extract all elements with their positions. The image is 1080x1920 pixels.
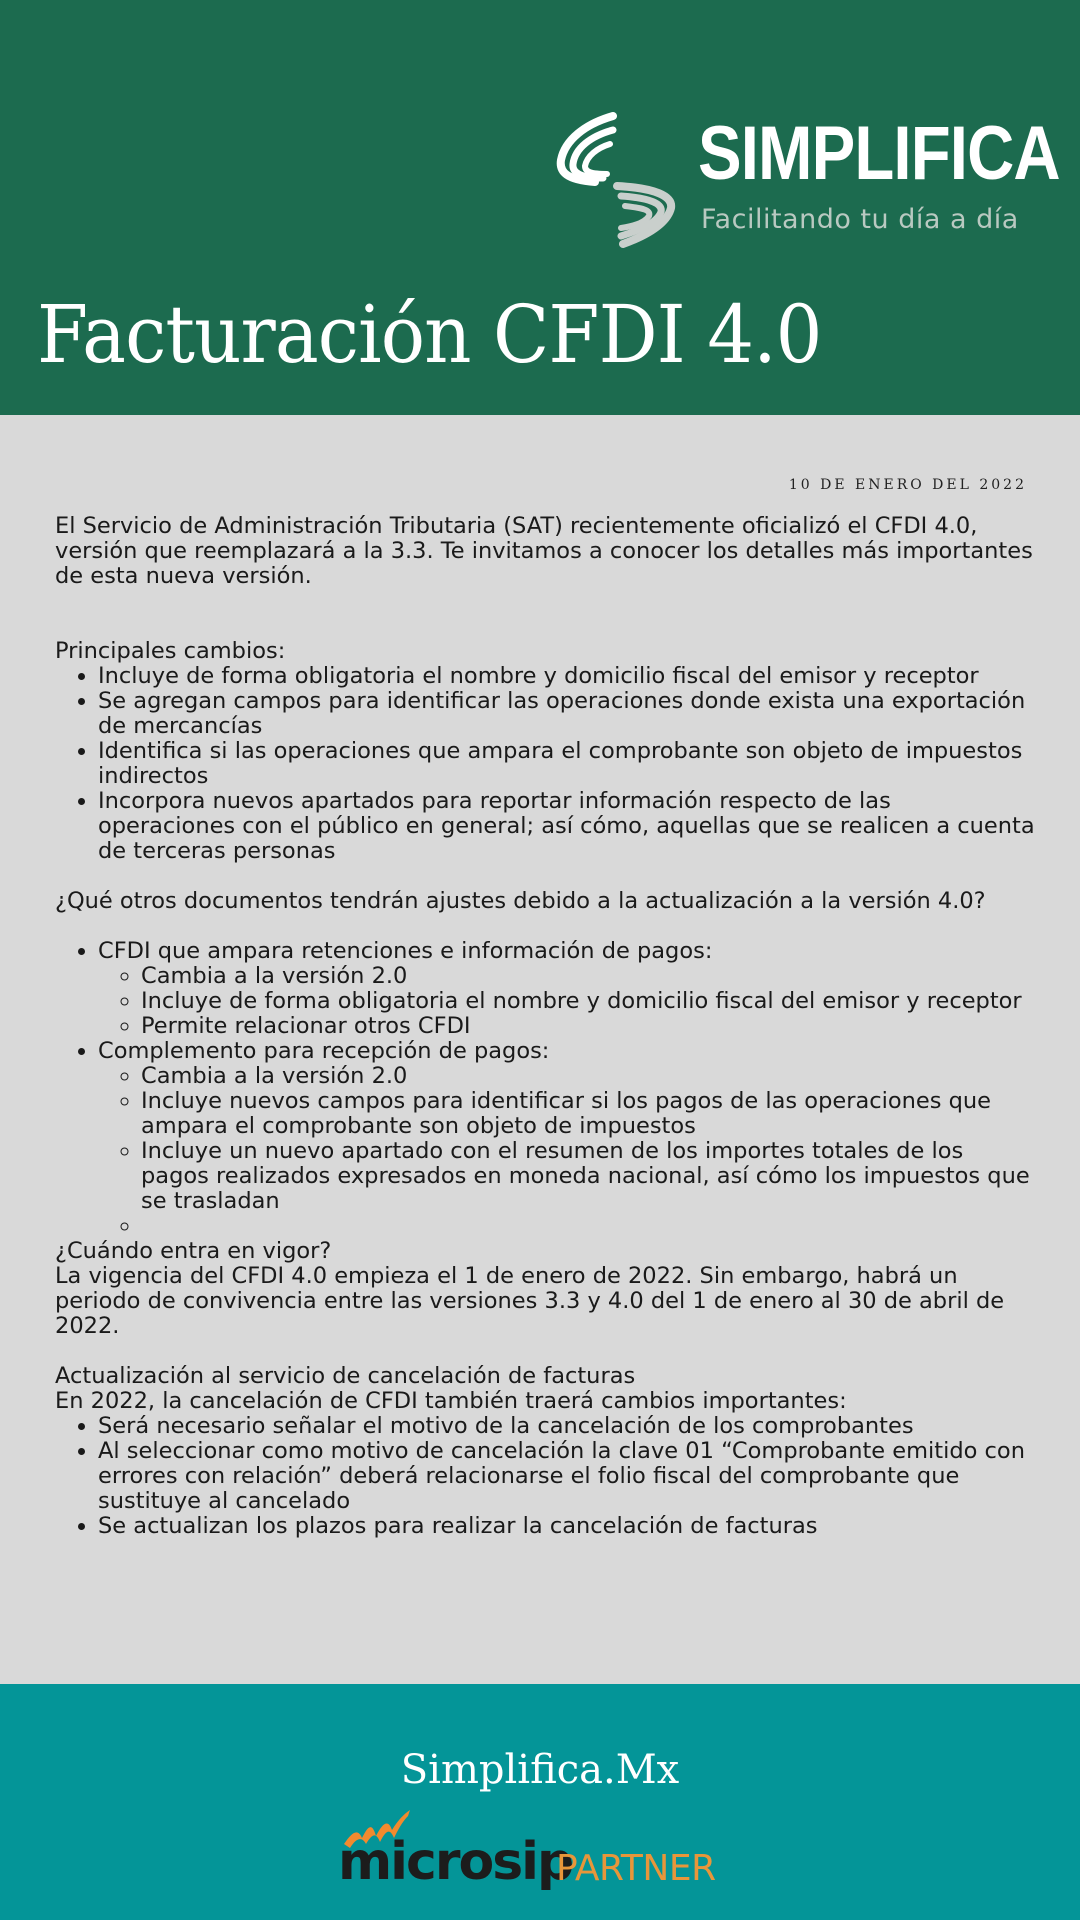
list-item: [98, 1039, 1035, 1239]
sub-list-item: ◦ Incluye un nuevo apartado con el resumen de los importes totales de los pagos realizados expresados en moneda nacional, así cómo los impuestos que se trasladan: [141, 1139, 1035, 1214]
list-item: [98, 939, 1035, 1039]
list-item: • Se agregan campos para identificar las operaciones donde exista una exportación de mercancías: [98, 689, 1035, 739]
sub-list-item: ◦ Incluye de forma obligatoria el nombre y domicilio fiscal del emisor y receptor: [141, 989, 1035, 1014]
list-item: • Será necesario señalar el motivo de la cancelación de los comprobantes: [98, 1414, 1035, 1439]
brand-tagline: Facilitando tu día a día: [701, 204, 1019, 235]
simplifica-swirl-icon: [555, 110, 680, 250]
list-item: • Se actualizan los plazos para realizar la cancelación de facturas: [98, 1514, 1035, 1539]
sub-list: [98, 1064, 1035, 1239]
changes-heading: Principales cambios:: [55, 638, 286, 664]
header-banner: [0, 0, 1080, 415]
sub-list-item: ◦ Permite relacionar otros CFDI: [141, 1014, 1035, 1039]
sub-list-item: ◦ Cambia a la versión 2.0: [141, 964, 1035, 989]
cancellation-intro: En 2022, la cancelación de CFDI también traerá cambios importantes:: [55, 1388, 847, 1414]
sub-list: [98, 964, 1035, 1039]
intro-paragraph: El Servicio de Administración Tributaria (SAT) recientemente oficializó el CFDI 4.0, versión que reemplazará a la 3.3. Te invitamos a conocer los detalles más importantes de esta nueva versión.: [55, 513, 1033, 589]
article-body: [55, 514, 1035, 1539]
list-item: • Incluye de forma obligatoria el nombre y domicilio fiscal del emisor y receptor: [98, 664, 1035, 689]
list-item: • Al seleccionar como motivo de cancelación la clave 01 “Comprobante emitido con errores con relación” deberá relacionarse el folio fiscal del comprobante que sustituye al cancelado: [98, 1439, 1035, 1514]
page-title: Facturación CFDI 4.0: [37, 288, 822, 381]
sub-list-item: ◦ Incluye nuevos campos para identificar si los pagos de las operaciones que ampara el comprobante son objeto de impuestos: [141, 1089, 1035, 1139]
other-docs-heading: ¿Qué otros documentos tendrán ajustes debido a la actualización a la versión 4.0?: [55, 888, 986, 914]
cancellation-heading: Actualización al servicio de cancelación de facturas: [55, 1363, 636, 1389]
validity-text: La vigencia del CFDI 4.0 empieza el 1 de enero de 2022. Sin embargo, habrá un periodo de convivencia entre las versiones 3.3 y 4.0 del 1 de enero al 30 de abril de 2022.: [55, 1263, 1005, 1339]
cancellation-list: [55, 1414, 1035, 1539]
list-item: • Identifica si las operaciones que ampara el comprobante son objeto de impuestos indirectos: [98, 739, 1035, 789]
sub-list-item-empty: [141, 1214, 1035, 1239]
validity-heading: ¿Cuándo entra en vigor?: [55, 1238, 332, 1264]
sub-list-item: ◦ Cambia a la versión 2.0: [141, 1064, 1035, 1089]
list-item: • Incorpora nuevos apartados para reportar información respecto de las operaciones con el público en general; así cómo, aquellas que se realicen a cuenta de terceras personas: [98, 789, 1035, 864]
list-item-label: CFDI que ampara retenciones e información de pagos:: [98, 938, 713, 964]
site-link[interactable]: Simplifica.Mx: [400, 1747, 680, 1793]
simplifica-logo: [555, 110, 1060, 250]
microsip-partner-logo: [338, 1808, 738, 1898]
other-docs-list: [55, 939, 1035, 1239]
changes-list: [55, 664, 1035, 864]
list-item-label: Complemento para recepción de pagos:: [98, 1038, 550, 1064]
partner-name: microsip: [338, 1832, 573, 1892]
article-date: 10 DE ENERO DEL 2022: [788, 477, 1027, 493]
brand-name: SIMPLIFICA: [698, 111, 1060, 196]
partner-tag: PARTNER: [556, 1848, 716, 1889]
